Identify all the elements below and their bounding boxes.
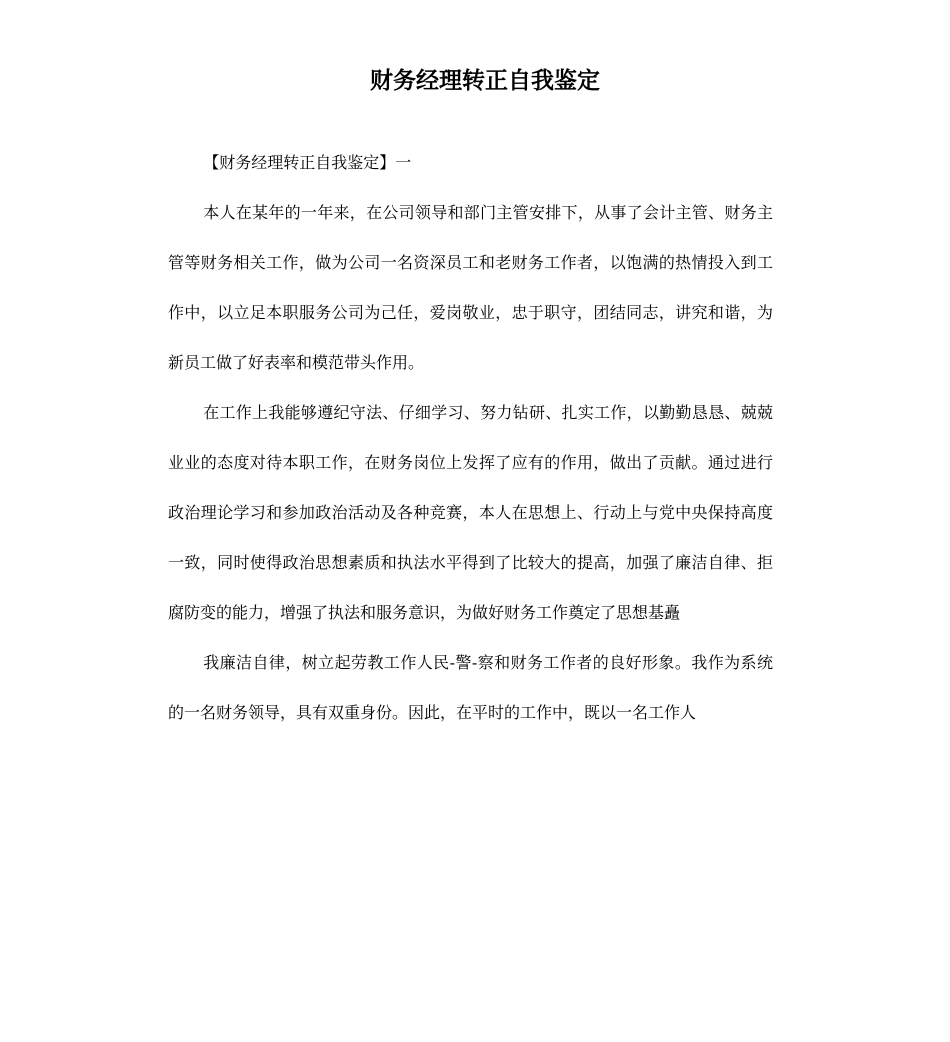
document-body [168, 138, 773, 738]
paragraph: 我廉洁自律，树立起劳教工作人民-警-察和财务工作者的良好形象。我作为系统的一名财务领导，具有双重身份。因此，在平时的工作中，既以一名工作人 [168, 653, 773, 722]
paragraph: 本人在某年的一年来，在公司领导和部门主管安排下，从事了会计主管、财务主管等财务相关工作，做为公司一名资深员工和老财务工作者，以饱满的热情投入到工作中，以立足本职服务公司为己任，爱岗敬业，忠于职守，团结同志，讲究和谐，为新员工做了好表率和模范带头作用。 [168, 203, 773, 372]
section-heading: 【财务经理转正自我鉴定】一 [203, 153, 412, 172]
paragraph: 在工作上我能够遵纪守法、仔细学习、努力钻研、扎实工作，以勤勤恳恳、兢兢业业的态度对待本职工作，在财务岗位上发挥了应有的作用，做出了贡献。通过进行政治理论学习和参加政治活动及各种竞赛，本人在思想上、行动上与党中央保持高度一致，同时使得政治思想素质和执法水平得到了比较大的提高，加强了廉洁自律、拒腐防变的能力，增强了执法和服务意识，为做好财务工作奠定了思想基矗 [168, 403, 773, 622]
document-title: 财务经理转正自我鉴定 [370, 68, 600, 94]
